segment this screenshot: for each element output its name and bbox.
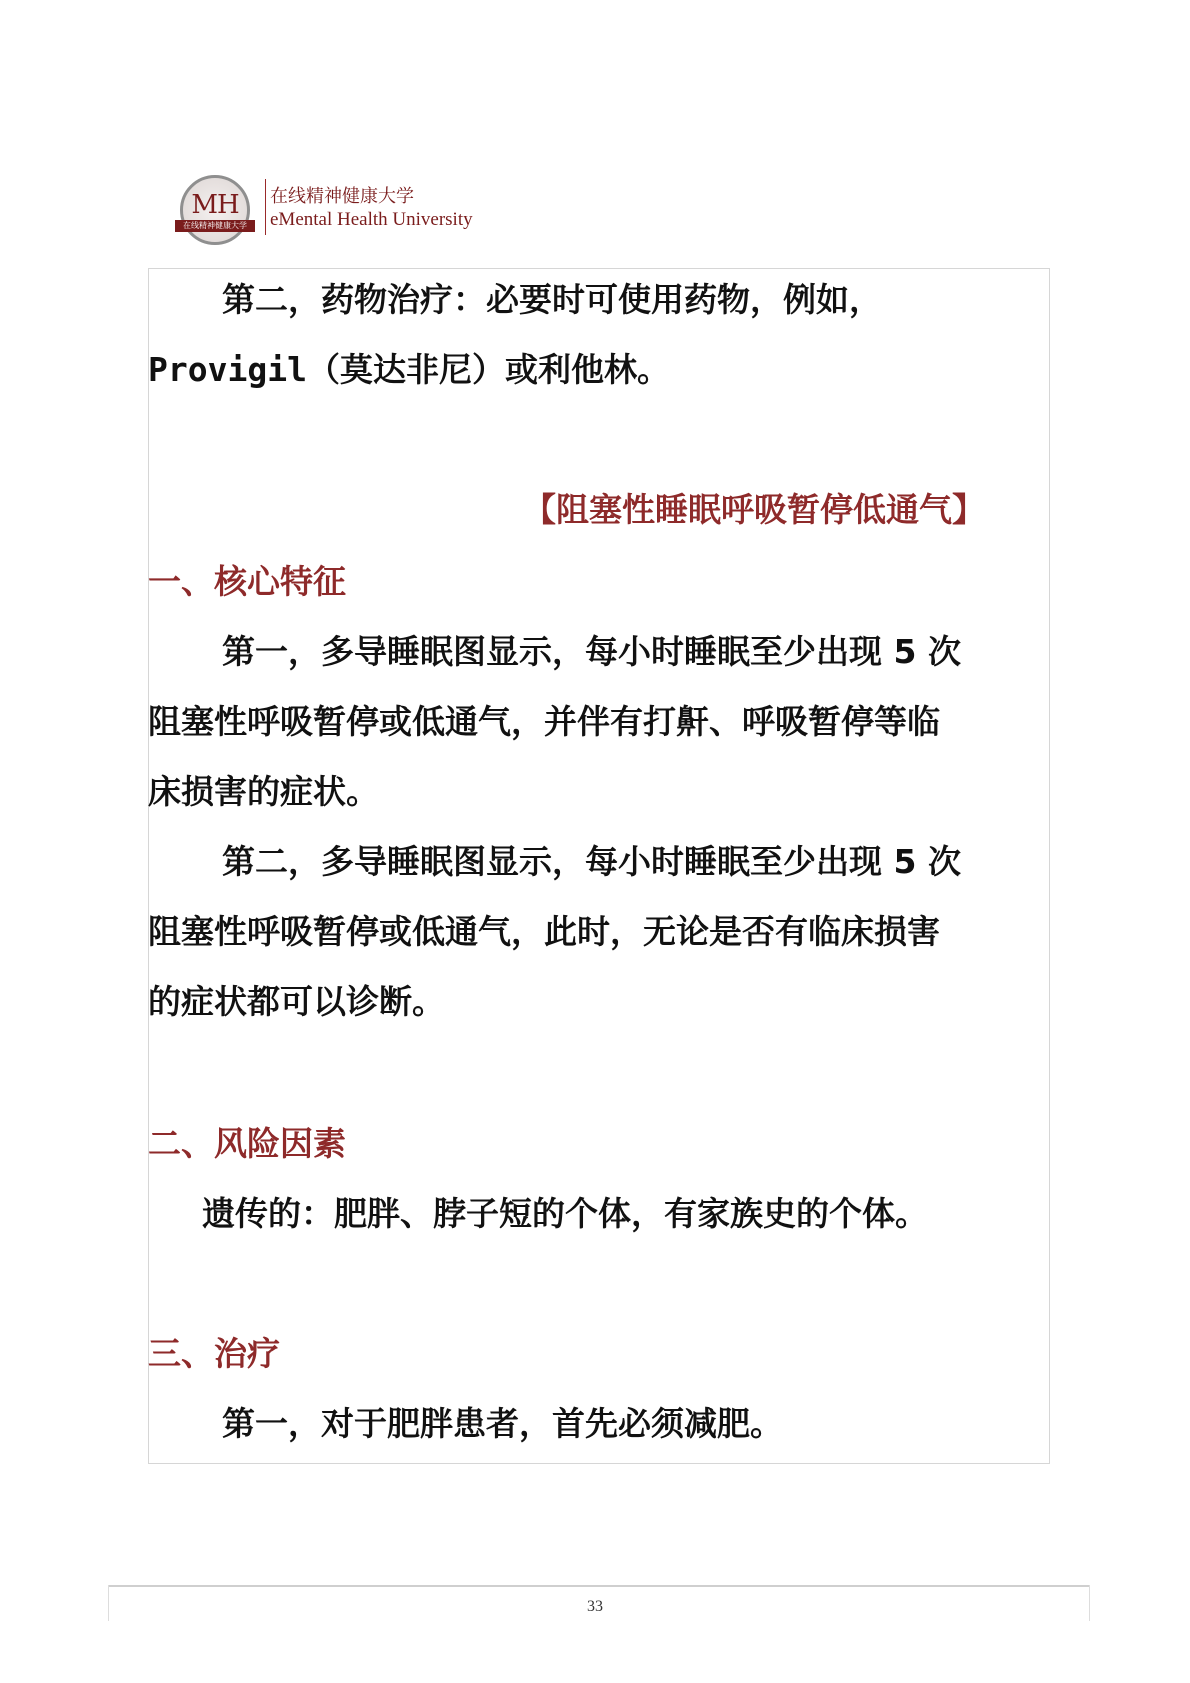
logo-band: 在线精神健康大学 — [175, 220, 255, 232]
page-number: 33 — [587, 1598, 603, 1615]
drug-name: Provigil — [148, 350, 307, 389]
logo-mark: MH — [191, 190, 239, 220]
paragraph-line: 的症状都可以诊断。 — [148, 982, 445, 1021]
heading-risk-factors: 二、风险因素 — [148, 1124, 346, 1163]
footer-rule — [108, 1585, 1090, 1587]
paragraph-line: 阻塞性呼吸暂停或低通气，此时，无论是否有临床损害 — [148, 912, 940, 951]
paragraph-line: 床损害的症状。 — [148, 772, 379, 811]
university-name-cn: 在线精神健康大学 — [270, 186, 414, 207]
paragraph-line: 遗传的：肥胖、脖子短的个体，有家族史的个体。 — [202, 1194, 928, 1233]
logo-seal — [180, 175, 250, 245]
heading-core-features: 一、核心特征 — [148, 562, 346, 601]
university-logo — [170, 175, 490, 255]
body-line-rest: （莫达非尼）或利他林。 — [306, 350, 670, 389]
section-title: 【阻塞性睡眠呼吸暂停低通气】 — [523, 490, 985, 529]
paragraph-line: 第一，多导睡眠图显示，每小时睡眠至少出现 5 次 — [222, 632, 961, 671]
university-name-en: eMental Health University — [270, 209, 473, 230]
logo-divider — [265, 179, 266, 235]
paragraph-line: 第一，对于肥胖患者，首先必须减肥。 — [222, 1404, 783, 1443]
body-line — [148, 344, 670, 391]
heading-treatment: 三、治疗 — [148, 1334, 280, 1373]
paragraph-line: 第二，多导睡眠图显示，每小时睡眠至少出现 5 次 — [222, 842, 961, 881]
body-line: 第二，药物治疗：必要时可使用药物，例如， — [222, 280, 882, 319]
paragraph-line: 阻塞性呼吸暂停或低通气，并伴有打鼾、呼吸暂停等临 — [148, 702, 940, 741]
